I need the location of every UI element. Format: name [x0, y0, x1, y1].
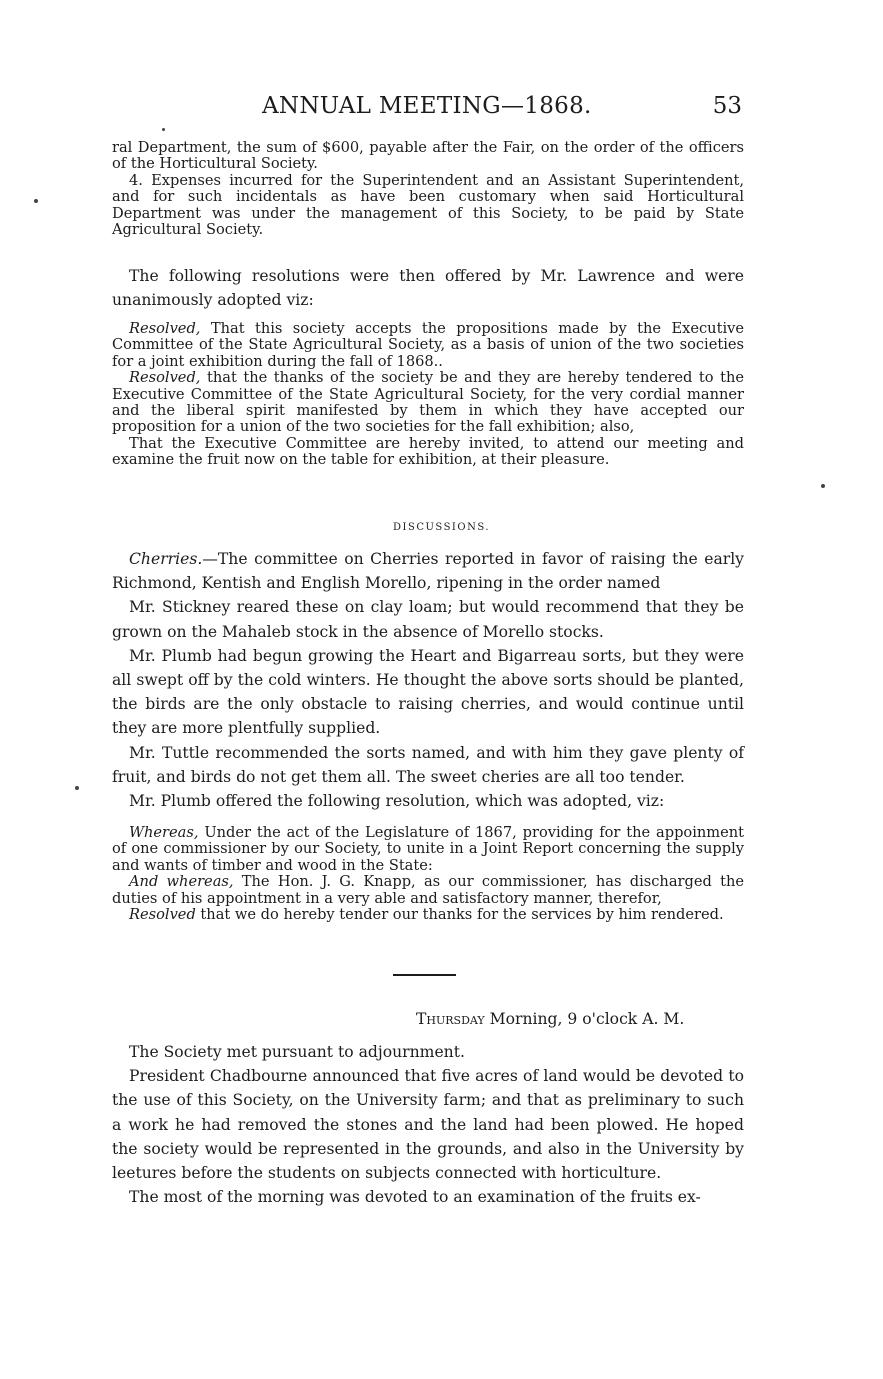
paragraph: ral Department, the sum of $600, payable after the Fair, on the order of the officers of the Horticultural Society.: [112, 139, 744, 173]
section-divider: [393, 974, 456, 976]
resolution: [112, 907, 744, 923]
discussion-paragraph: [112, 741, 744, 789]
resolution-text: That the Executive Committee are hereby invited, to attend our meeting and examine the fruit now on the table for exhibition, at their pleasure.: [112, 434, 744, 469]
paragraph: President Chadbourne announced that five acres of land would be devoted to the use of this Society, on the University farm; and that as preliminary to such a work he had removed the stones and the land had been plowed. He hoped the society would be represented in the grounds, and also in the University by leetures before the students on subjects connected with horticulture.: [112, 1067, 744, 1183]
resolution-text: that the thanks of the society be and they are hereby tendered to the Executive Committee of the State Agricultural Society, for the very cordial manner and the liberal spirit manifested by them in which they have accepted our proposition for a union of the two societies for the fall exhibition; also,: [112, 369, 744, 436]
discussions-block: [112, 547, 744, 813]
scan-speck: [34, 199, 38, 203]
resolution: [112, 874, 744, 907]
resolution-lead: Resolved,: [129, 320, 201, 337]
closing-block: [112, 1040, 744, 1209]
session-day: Thursday: [416, 1010, 485, 1028]
resolution-text: That this society accepts the propositions made by the Executive Committee of the State Agricultural Society, as a basis of union of the two societies for a joint exhibition during the fall of 1868..: [112, 320, 744, 370]
discussion-lead: Cherries.: [129, 550, 203, 568]
resolution-lead: And whereas,: [129, 873, 234, 891]
discussion-paragraph: [112, 644, 744, 741]
session-time-rest: Morning, 9 o'clock A. M.: [484, 1010, 685, 1028]
resolution-text: The Hon. J. G. Knapp, as our commissioner, has discharged the duties of his appointment in a very able and satisfactory manner, therefor,: [112, 873, 745, 907]
paragraph: The following resolutions were then offered by Mr. Lawrence and were unanimously adopted viz:: [112, 267, 744, 310]
resolution: [112, 370, 744, 436]
running-title: ANNUAL MEETING—1868.: [262, 93, 592, 119]
discussion-text: Mr. Plumb had begun growing the Heart and Bigarreau sorts, but they were all swept off by the cold winters. He thought the above sorts should be planted, the birds are the only obstacle to raising cherries, and would continue until they are more plentfully supplied.: [112, 646, 744, 738]
resolutions-block-1: [112, 321, 744, 469]
discussion-text: —The committee on Cherries reported in favor of raising the early Richmond, Kentish and English Morello, ripening in the order named: [112, 550, 744, 593]
discussion-text: Mr. Tuttle recommended the sorts named, and with him they gave plenty of fruit, and birds do not get them all. The sweet cheries are all too tender.: [112, 743, 744, 786]
scan-speck: [75, 786, 79, 790]
resolutions-block-2: [112, 825, 744, 923]
resolution: [112, 825, 744, 874]
resolution: [112, 321, 744, 370]
running-header: [112, 93, 742, 123]
page-number: 53: [712, 93, 742, 119]
discussion-text: Mr. Stickney reared these on clay loam; but would recommend that they be grown on the Mahaleb stock in the absence of Morello stocks.: [112, 598, 744, 641]
paragraph: The most of the morning was devoted to an examination of the fruits ex-: [129, 1188, 701, 1207]
resolution-lead: Whereas,: [129, 824, 199, 841]
resolution-text: Under the act of the Legislature of 1867, providing for the appoinment of one commissioner by our Society, to unite in a Joint Report concerning the supply and wants of timber and wood in the State:: [112, 824, 744, 874]
session-time: [416, 1010, 684, 1028]
resolution-text: that we do hereby tender our thanks for the services by him rendered.: [195, 906, 724, 924]
discussion-paragraph: [112, 547, 744, 595]
scan-speck: [162, 128, 165, 131]
discussion-paragraph: [112, 789, 744, 813]
resolution: [112, 436, 744, 469]
discussion-paragraph: [112, 595, 744, 643]
scan-speck: [821, 484, 825, 488]
discussion-text: Mr. Plumb offered the following resolution, which was adopted, viz:: [129, 792, 665, 811]
continued-proposals: [112, 140, 744, 238]
paragraph: 4. Expenses incurred for the Superintendent and an Assistant Superintendent, and for such incidentals as have been customary when said Horticultural Department was under the management of this Society, to be paid by State Agricultural Society.: [112, 171, 744, 239]
resolutions-intro: [112, 264, 744, 312]
paragraph: The Society met pursuant to adjournment.: [129, 1043, 465, 1061]
section-heading-discussions: DISCUSSIONS.: [393, 522, 490, 533]
resolution-lead: Resolved,: [129, 369, 201, 387]
resolution-lead: Resolved: [129, 906, 196, 924]
